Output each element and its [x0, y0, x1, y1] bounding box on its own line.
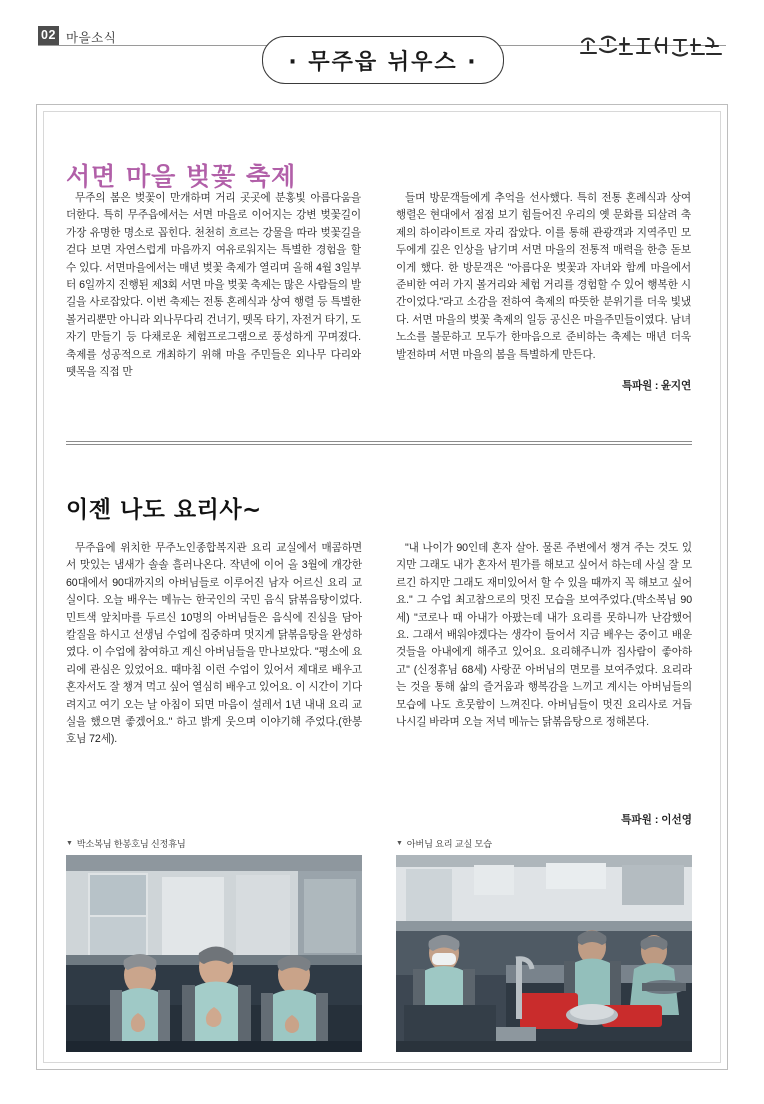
- section-label: 마을소식: [66, 31, 117, 45]
- article-1-title: 서면 마을 벚꽃 축제: [66, 161, 297, 191]
- article-1-paragraph-right: [396, 190, 691, 364]
- article-2-text-left: 무주읍에 위치한 무주노인종합복지관 요리 교실에서 매콤하면서 맛있는 냄새가 솔솔 흘러나온다. 작년에 이어 올 3월에 개강한 60대에서 90대까지의 아버님들로 이루어진 남자 어르신 요리 교실이다. 오늘 배우는 메뉴는 한국인의 국민 음식 닭볶음탕이었다. 민트색 앞치마를 두르신 10명의 아버님들은 음식에 진심을 담아 칼질을 하시고 선생님 수업에 집중하며 멋지게 닭볶음탕을 완성하였다. 이 수업에 참여하고 계신 아버님들을 만나보았다. "평소에 요리에 관심은 있었어요. 때마침 이런 수업이 있어서 제대로 배우고 혼자서도 잘 챙겨 먹고 싶어 열심히 배우고 있어요. 이 시간이 기다려지고 여기 오는 날 아침이 되면 마음이 설레서 1년 내내 요리 교실을 했으면 좋겠어요." 하고 밝게 웃으며 이야기해 주었다.(한봉호님 72세).: [66, 542, 362, 746]
- article-1-byline: 특파원 : 윤지연: [621, 380, 691, 393]
- divider-line-top: [66, 441, 692, 442]
- masthead: [0, 0, 764, 92]
- article-2-paragraph-right: [396, 540, 692, 731]
- triangle-down-icon: ▼: [66, 839, 73, 847]
- article-1-text-left: 무주의 봄은 벚꽃이 만개하며 거리 곳곳에 분홍빛 아름다움을 더한다. 특히 무주읍에서는 서면 마을로 이어지는 강변 벚꽃길이 가장 유명한 명소로 꼽힌다. 천천히 흐르는 강물을 따라 벚꽃길을 걷다 보면 자연스럽게 마음까지 여유로워지는 특별한 경험을 할 수 있다. 서면마을에서는 매년 벚꽃 축제가 열리며 올해 4월 3일부터 6일까지 진행된 제3회 서면 마을 벚꽃 축제는 많은 사람들의 발길을 사로잡았다. 이번 축제는 전통 혼례식과 상여 행렬 등 특별한 볼거리뿐만 아니라 외나무다리 건너기, 뗏목 타기, 자전거 타기, 도자기 만들기 등 다채로운 체험프로그램으로 풍성하게 꾸며졌다. 축제를 성공적으로 개최하기 위해 마을 주민들은 외나무 다리와 뗏목을 직접 만: [66, 192, 361, 379]
- triangle-down-icon: ▼: [396, 839, 403, 847]
- article-2-column-right: [396, 540, 692, 731]
- photo-caption-right-text: 아버님 요리 교실 모습: [406, 839, 492, 849]
- banner-title-pill: [262, 36, 504, 84]
- article-2-paragraph-left: [66, 540, 362, 749]
- banner-title-text: · 무주읍 뉘우스 ·: [288, 49, 478, 75]
- photo-caption-left: [66, 836, 362, 850]
- divider-line-bottom: [66, 444, 692, 445]
- article-2-byline: 특파원 : 이선영: [621, 814, 692, 826]
- article-2-title: 이젠 나도 요리사~: [66, 497, 262, 524]
- article-1-paragraph-left: [66, 190, 361, 381]
- photo-block-left: [66, 836, 362, 1052]
- photo-block-right: [396, 836, 692, 1052]
- article-divider: [66, 441, 692, 445]
- article-1-text-right: 들며 방문객들에게 추억을 선사했다. 특히 전통 혼례식과 상여 행렬은 현대에서 점점 보기 힘들어진 우리의 옛 문화를 되살려 축제의 하이라이트로 자리 잡았다. 이를 통해 관광객과 지역주민 모두에게 깊은 인상을 남기며 서면 마을의 전통적 매력을 한층 돋보이게 했다. 한 방문객은 "아름다운 벚꽃과 자녀와 함께 마을에서 준비한 여러 가지 볼거리와 체험 거리를 경험할 수 있어 행복한 시간이었다."라고 소감을 전하여 축제의 따뜻한 분위기를 더욱 빛냈다. 서면 마을의 벚꽃 축제의 일등 공신은 마을주민들이였다. 남녀노소를 불문하고 모두가 한마음으로 준비하는 축제는 매년 더욱 발전하며 서면 마을의 봄을 특별하게 만든다.: [396, 192, 691, 361]
- photo-caption-left-text: 박소복님 한봉호님 신정휴님: [76, 839, 186, 849]
- muju-news-logo: [576, 32, 728, 62]
- photo-cooking-class: [396, 855, 692, 1052]
- page-number-badge: 02: [38, 26, 59, 45]
- article-1-column-left: [66, 190, 361, 381]
- photo-caption-right: [396, 836, 692, 850]
- article-2-text-right: "내 나이가 90인데 혼자 살아. 물론 주변에서 챙겨 주는 것도 있지만 그래도 내가 혼자서 뭔가를 해보고 싶어서 하는데 사실 잘 모르긴 하지만 그래도 재미있어서 할 수 있을 때까지 꼭 해보고 싶어요." 그 수업 최고참으로의 멋진 모습을 보여주었다.(박소복님 90세) "코로나 때 아내가 아팠는데 내가 요리를 못하니까 난감했어요. 그래서 배워야겠다는 생각이 들어서 지금 배우는 중이고 배운 것들을 아내에게 해주고 있어요. 요리해주니까 집사람이 좋아하고" (신정휴님 68세) 사랑꾼 아버님의 면모를 보여주었다. 요리라는 것을 통해 삶의 즐거움과 행복감을 느끼고 계시는 아버님들의 모습에 나도 흐뭇함이 느껴진다. 아버님들이 멋진 요리사로 거듭나시길 바라며 오늘 저녁 메뉴는 닭볶음탕으로 정해본다.: [396, 542, 692, 729]
- photo-three-seniors-kitchen: [66, 855, 362, 1052]
- article-1-column-right: [396, 190, 691, 393]
- article-2-column-left: [66, 540, 362, 749]
